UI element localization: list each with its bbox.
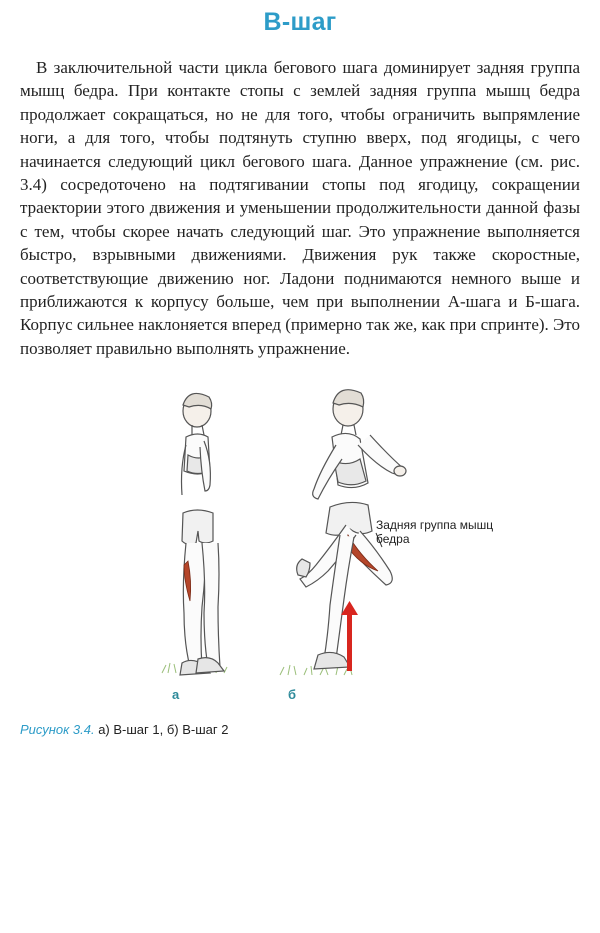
caption-number: Рисунок 3.4. [20,722,95,737]
caption-text: а) В-шаг 1, б) В-шаг 2 [94,722,229,737]
figure-label-a: а [172,687,180,702]
figure-a-standing [180,393,224,675]
muscle-callout [376,518,493,546]
body-paragraph: В заключительной части цикла бегового шага доминирует задняя группа мышц бедра. При контакте стопы с землей задняя группа мышц бедра продолжает сокращаться, но не для того, чтобы ограничить выпрямление ноги, а для того, чтобы подтянуть ступню вверх, под ягодицы, с чего начинается следующий цикл бегового шага. Данное упражнение (см. рис. 3.4) сосредоточено на подтягивании стопы под ягодицу, сокращении траектории этого движения и уменьшении продолжительности данной фазы с тем, чтобы скорее начать следующий шаг. Это упражнение выполняется быстро, взрывными движениями. Движения рук также скоростные, соответствующие движению ног. Ладони поднимаются немного выше и приближаются к корпусу больше, чем при выполнении А-шага и Б-шага. Корпус сильнее наклоняется вперед (примерно так же, как при спринте). Это позволяет правильно выполнять упражнение. [20,58,580,358]
muscle-label-line2: бедра [376,532,410,546]
figure-caption [20,722,228,737]
page-title: В-шаг [263,8,337,36]
figure-label-b: б [288,687,297,702]
muscle-label-line1: Задняя группа мышц [376,518,494,532]
